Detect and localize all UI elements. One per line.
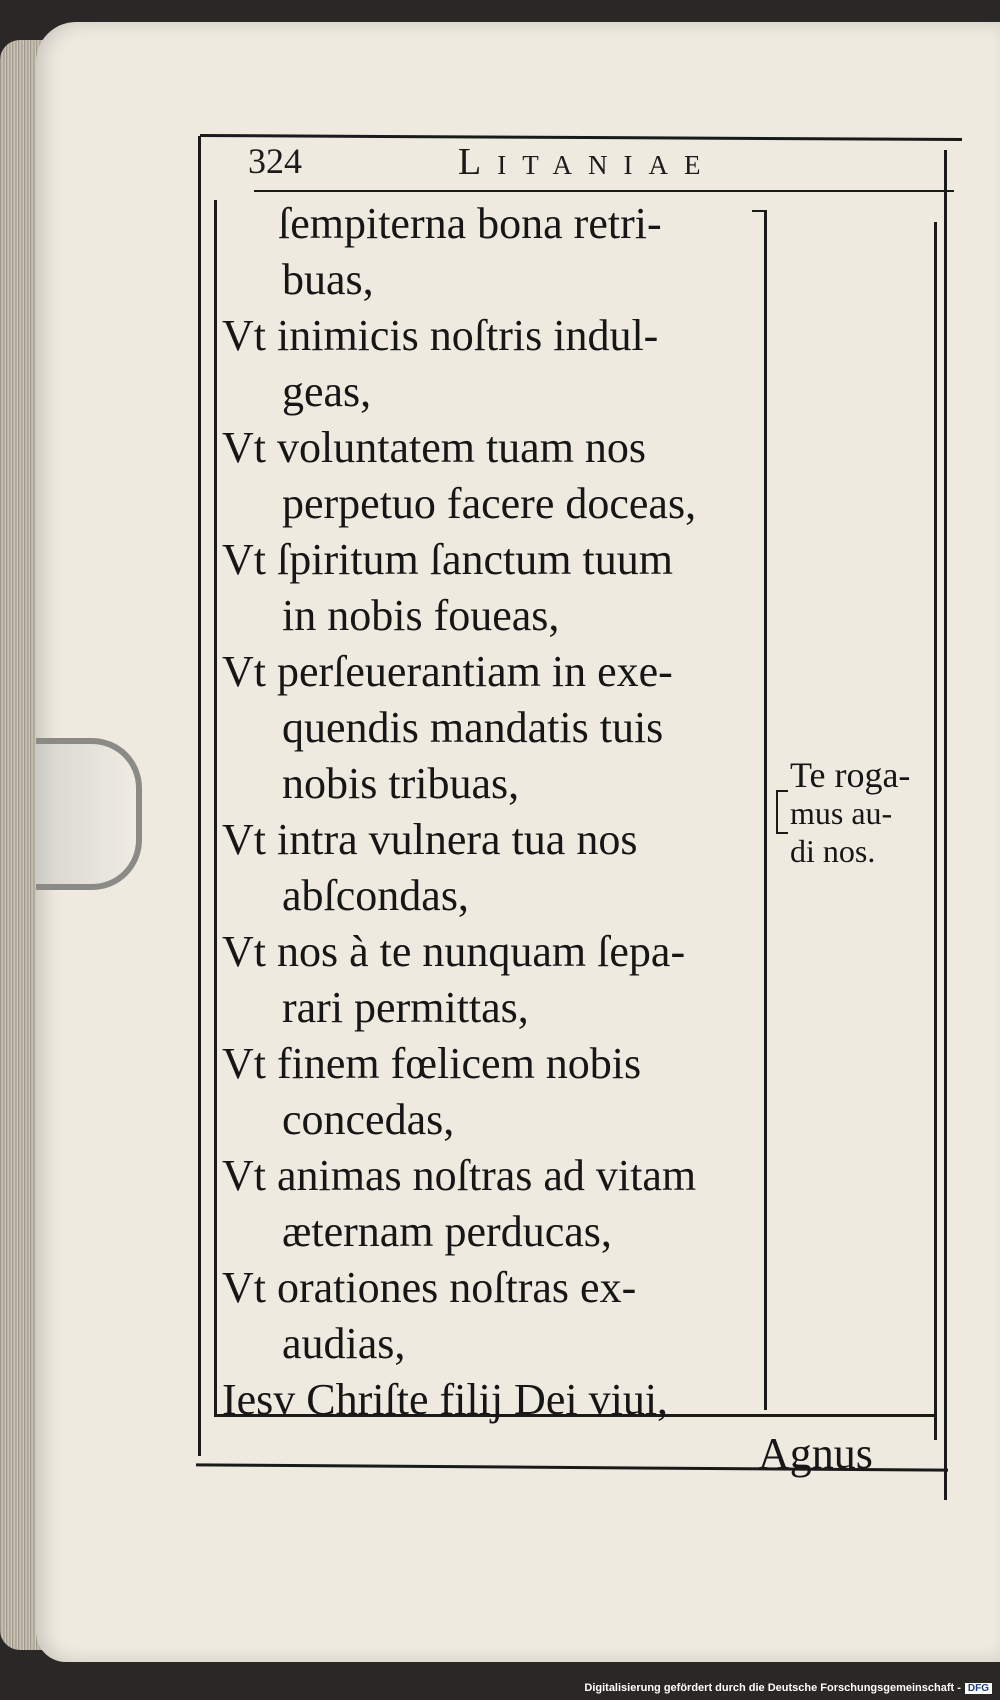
text-line: æternam perducas, <box>282 1207 612 1256</box>
litany-text <box>222 196 762 1428</box>
text-line: audias, <box>282 1319 406 1368</box>
running-head: Litaniae <box>458 141 717 183</box>
text-line: rari permittas, <box>282 983 529 1032</box>
text-line: Vt finem fœlicem nobis <box>222 1039 642 1088</box>
digitization-credit <box>584 1682 992 1694</box>
text-line: concedas, <box>282 1095 455 1144</box>
response-line: di nos. <box>790 833 876 869</box>
brace-mark <box>776 790 788 834</box>
catchword: Agnus <box>758 1429 873 1478</box>
text-line: Vt voluntatem tuam nos <box>222 423 647 472</box>
text-line: geas, <box>282 367 372 416</box>
page-clip <box>36 738 142 890</box>
text-line: Vt nos à te nunquam ſepa- <box>222 927 686 976</box>
text-line: Vt orationes noſtras ex- <box>222 1263 637 1312</box>
text-line: Vt intra vulnera tua nos <box>222 815 638 864</box>
column-divider <box>764 210 767 1410</box>
frame-rule <box>198 136 201 1456</box>
text-line: Vt animas noſtras ad vitam <box>222 1151 697 1200</box>
text-line: in nobis foueas, <box>282 591 560 640</box>
dfg-logo: DFG <box>965 1683 992 1694</box>
frame-rule <box>214 200 217 1414</box>
text-line: ſempiterna bona retri- <box>278 199 662 248</box>
page-header <box>248 140 948 190</box>
text-line: Vt ſpiritum ſanctum tuum <box>222 535 673 584</box>
text-line: abſcondas, <box>282 871 469 920</box>
credit-text: Digitalisierung gefördert durch die Deutsche Forschungsgemeinschaft - <box>584 1682 961 1694</box>
response-refrain <box>790 756 940 870</box>
response-line: Te roga- <box>790 755 911 795</box>
text-line: Vt perſeuerantiam in exe- <box>222 647 673 696</box>
text-line: Vt inimicis noſtris indul- <box>222 311 659 360</box>
frame-rule <box>944 150 947 1500</box>
response-line: mus au- <box>790 795 893 831</box>
text-line: buas, <box>282 255 374 304</box>
text-line: nobis tribuas, <box>282 759 520 808</box>
header-rule <box>254 190 954 192</box>
page-number: 324 <box>248 141 302 181</box>
text-line: Iesv Chriſte filij Dei viui, <box>222 1375 669 1424</box>
text-line: quendis mandatis tuis <box>282 703 664 752</box>
text-line: perpetuo facere doceas, <box>282 479 697 528</box>
